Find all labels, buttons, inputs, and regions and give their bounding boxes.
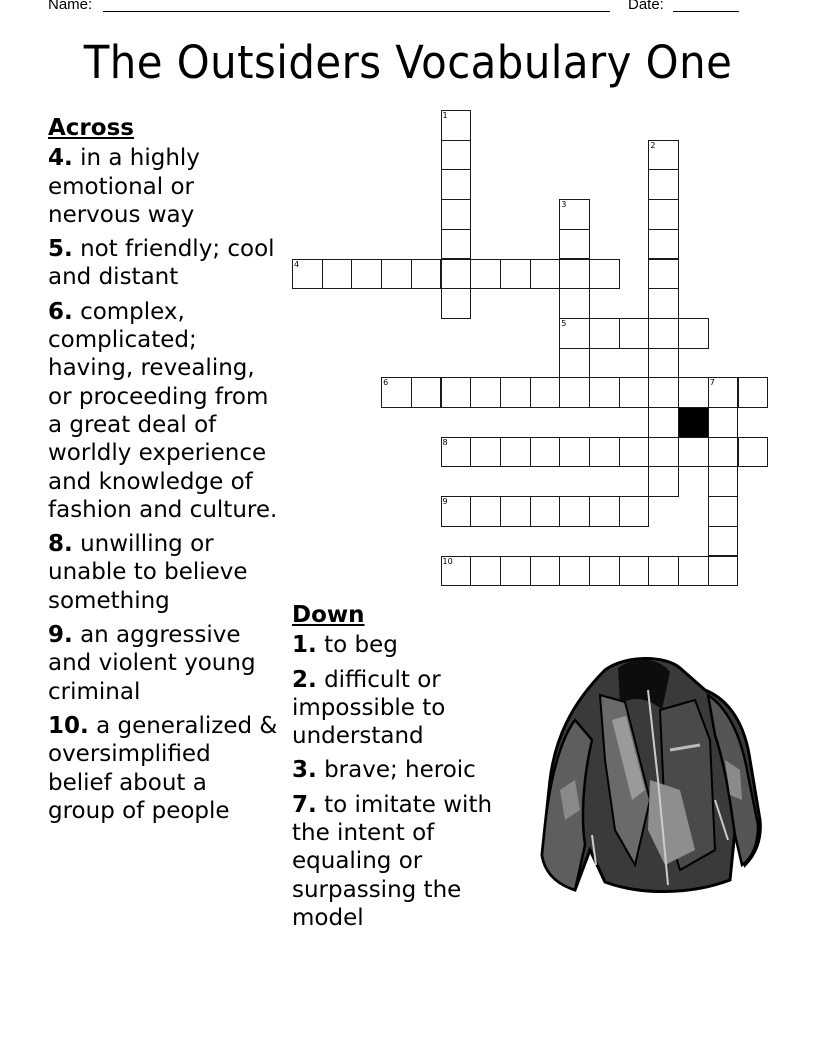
grid-cell[interactable] — [559, 377, 590, 408]
cell-number: 2 — [650, 140, 656, 150]
clue-text: complex, complicated; having, revealing, or proceeding from a great deal of worldly experience and knowledge of fashion and culture. — [48, 298, 278, 523]
grid-cell[interactable] — [648, 140, 679, 171]
grid-cell[interactable] — [470, 496, 501, 527]
grid-cell[interactable] — [559, 437, 590, 468]
grid-cell[interactable] — [648, 229, 679, 260]
across-clue-10 — [48, 712, 280, 825]
grid-cell[interactable] — [589, 259, 620, 290]
header-fields — [48, 0, 748, 18]
down-clue-7 — [292, 791, 532, 932]
grid-cell[interactable] — [530, 377, 561, 408]
grid-cell[interactable] — [470, 437, 501, 468]
grid-cell[interactable] — [351, 259, 382, 290]
grid-cell[interactable] — [530, 496, 561, 527]
down-heading: Down — [292, 602, 365, 628]
grid-cell[interactable] — [648, 199, 679, 230]
grid-cell[interactable] — [441, 229, 472, 260]
grid-cell[interactable] — [738, 377, 769, 408]
grid-cell[interactable] — [708, 556, 739, 587]
grid-cell[interactable] — [441, 556, 472, 587]
grid-cell[interactable] — [619, 377, 650, 408]
cell-number: 4 — [294, 259, 300, 269]
grid-cell[interactable] — [708, 407, 739, 438]
clue-text: a generalized & oversimplified belief about a group of people — [48, 712, 278, 824]
grid-cell[interactable] — [648, 437, 679, 468]
grid-cell[interactable] — [530, 556, 561, 587]
clue-text: not friendly; cool and distant — [48, 236, 275, 291]
grid-cell[interactable] — [381, 377, 412, 408]
clue-text: to beg — [324, 632, 398, 659]
cell-number: 5 — [561, 318, 567, 328]
grid-cell[interactable] — [441, 110, 472, 141]
grid-cell[interactable] — [648, 318, 679, 349]
clue-number: 3. — [292, 757, 317, 784]
cell-number: 6 — [383, 378, 389, 388]
grid-cell[interactable] — [559, 199, 590, 230]
grid-cell[interactable] — [678, 437, 709, 468]
grid-cell[interactable] — [381, 259, 412, 290]
grid-cell[interactable] — [441, 199, 472, 230]
grid-cell[interactable] — [500, 377, 531, 408]
grid-cell[interactable] — [441, 259, 472, 290]
leather-jacket-icon — [530, 650, 770, 900]
grid-cell[interactable] — [648, 407, 679, 438]
grid-cell[interactable] — [708, 466, 739, 497]
clue-text: unwilling or unable to believe something — [48, 531, 248, 614]
grid-cell[interactable] — [678, 556, 709, 587]
grid-cell[interactable] — [738, 437, 769, 468]
clue-text: in a highly emotional or nervous way — [48, 145, 200, 228]
grid-cell[interactable] — [708, 377, 739, 408]
grid-cell[interactable] — [619, 556, 650, 587]
grid-cell[interactable] — [470, 377, 501, 408]
clue-number: 10. — [48, 712, 89, 739]
grid-cell[interactable] — [559, 496, 590, 527]
grid-cell[interactable] — [648, 556, 679, 587]
grid-cell[interactable] — [589, 437, 620, 468]
across-clue-4 — [48, 144, 280, 229]
clue-text: difficult or impossible to understand — [292, 666, 446, 750]
grid-cell[interactable] — [648, 348, 679, 379]
grid-cell[interactable] — [559, 318, 590, 349]
grid-cell[interactable] — [559, 229, 590, 260]
clue-number: 9. — [48, 622, 73, 649]
grid-cell[interactable] — [559, 259, 590, 290]
grid-cell[interactable] — [470, 259, 501, 290]
name-label: Name: — [48, 0, 93, 13]
grid-cell[interactable] — [678, 318, 709, 349]
page-title: The Outsiders Vocabulary One — [83, 36, 733, 89]
grid-cell[interactable] — [648, 466, 679, 497]
black-cell — [678, 407, 709, 438]
across-heading: Across — [48, 115, 134, 141]
clue-text: brave; heroic — [324, 757, 476, 784]
grid-cell[interactable] — [530, 437, 561, 468]
cell-number: 3 — [561, 200, 567, 210]
grid-cell[interactable] — [500, 556, 531, 587]
grid-cell[interactable] — [500, 437, 531, 468]
clue-number: 6. — [48, 298, 73, 325]
grid-cell[interactable] — [648, 169, 679, 200]
grid-cell[interactable] — [441, 288, 472, 319]
across-clues — [48, 114, 280, 831]
down-clue-3 — [292, 756, 532, 784]
clue-text: an aggressive and violent young criminal — [48, 622, 256, 705]
clue-number: 7. — [292, 791, 317, 818]
name-field[interactable] — [103, 0, 610, 12]
grid-cell[interactable] — [559, 288, 590, 319]
grid-cell[interactable] — [708, 526, 739, 557]
grid-cell[interactable] — [441, 496, 472, 527]
across-clue-9 — [48, 621, 280, 706]
grid-cell[interactable] — [411, 377, 442, 408]
grid-cell[interactable] — [648, 259, 679, 290]
grid-cell[interactable] — [500, 496, 531, 527]
cell-number: 8 — [442, 437, 448, 447]
grid-cell[interactable] — [559, 556, 590, 587]
date-field[interactable] — [673, 0, 739, 12]
grid-cell[interactable] — [559, 348, 590, 379]
grid-cell[interactable] — [441, 169, 472, 200]
grid-cell[interactable] — [708, 496, 739, 527]
grid-cell[interactable] — [470, 556, 501, 587]
across-clue-6 — [48, 298, 280, 524]
cell-number: 10 — [442, 556, 453, 566]
clue-number: 1. — [292, 632, 317, 659]
down-clue-2 — [292, 666, 532, 751]
grid-cell[interactable] — [441, 437, 472, 468]
grid-cell[interactable] — [441, 377, 472, 408]
grid-cell[interactable] — [648, 288, 679, 319]
down-clues — [292, 601, 532, 938]
across-clue-5 — [48, 235, 280, 292]
grid-cell[interactable] — [530, 259, 561, 290]
grid-cell[interactable] — [500, 259, 531, 290]
grid-cell[interactable] — [619, 496, 650, 527]
grid-cell[interactable] — [292, 259, 323, 290]
grid-cell[interactable] — [589, 377, 620, 408]
cell-number: 9 — [442, 497, 448, 507]
grid-cell[interactable] — [411, 259, 442, 290]
grid-cell[interactable] — [589, 318, 620, 349]
clue-number: 5. — [48, 236, 73, 263]
grid-cell[interactable] — [322, 259, 353, 290]
clue-number: 2. — [292, 666, 317, 693]
clue-number: 8. — [48, 531, 73, 558]
cell-number: 1 — [442, 111, 448, 120]
across-clue-8 — [48, 530, 280, 615]
clue-text: to imitate with the intent of equaling or surpassing the model — [292, 791, 493, 931]
grid-cell[interactable] — [708, 437, 739, 468]
date-label: Date: — [628, 0, 664, 13]
cell-number: 7 — [709, 378, 715, 388]
grid-cell[interactable] — [441, 140, 472, 171]
grid-cell[interactable] — [648, 377, 679, 408]
grid-cell[interactable] — [619, 437, 650, 468]
down-clue-1 — [292, 631, 532, 659]
grid-cell[interactable] — [589, 496, 620, 527]
grid-cell[interactable] — [678, 377, 709, 408]
grid-cell[interactable] — [619, 318, 650, 349]
grid-cell[interactable] — [589, 556, 620, 587]
clue-number: 4. — [48, 145, 73, 172]
